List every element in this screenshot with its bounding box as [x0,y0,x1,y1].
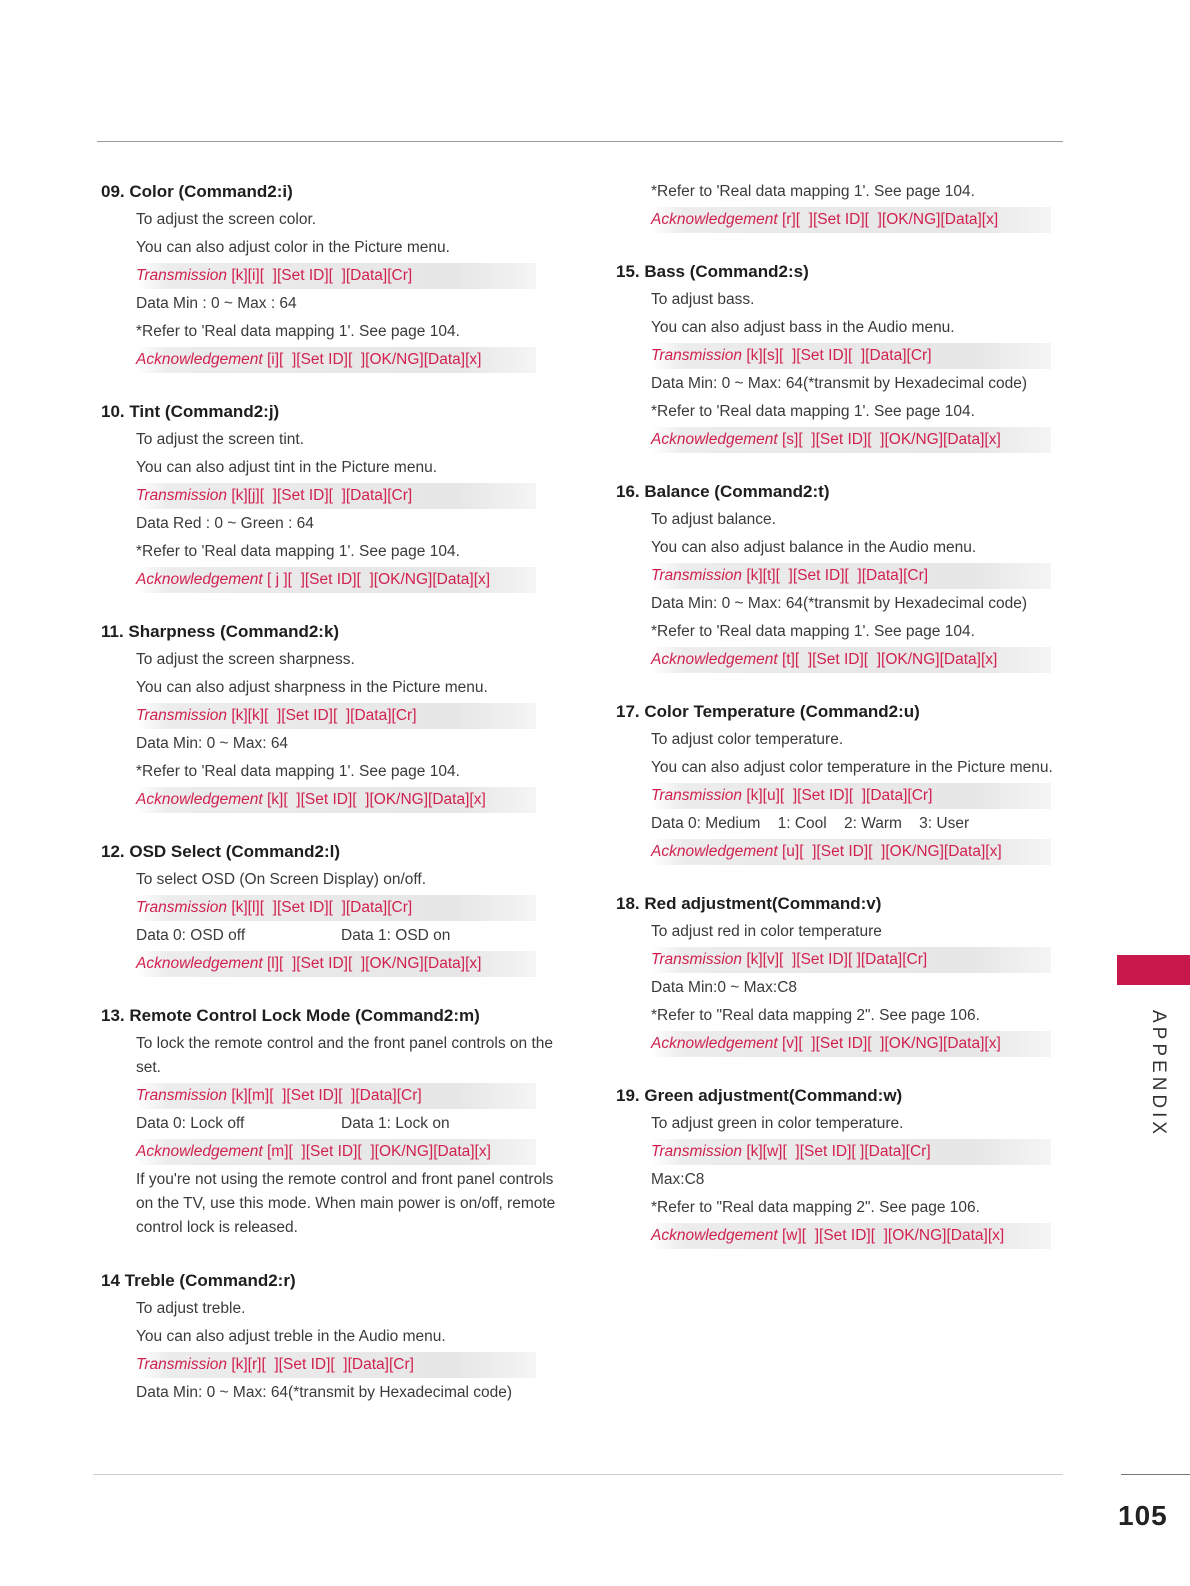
top-rule [97,141,1063,142]
command-format: [t][ ][Set ID][ ][OK/NG][Data][x] [777,651,998,668]
body-text-line: Data Min: 0 ~ Max: 64(*transmit by Hexadecimal code) [651,595,1028,612]
transmission-line [136,1083,536,1109]
transmission-line [651,343,1051,369]
body-text-line: *Refer to 'Real data mapping 1'. See page 104. [136,323,460,340]
data-value-a: Data 0: Lock off [136,1115,245,1132]
transmission-line [651,947,1051,973]
command-section [101,178,556,373]
body-text-line: To adjust color temperature. [651,731,844,748]
acknowledgement-line [136,951,536,977]
body-text-line: You can also adjust balance in the Audio menu. [651,539,977,556]
section-heading: 16. Balance (Command2:t) [616,482,830,501]
body-text-line: Data Min:0 ~ Max:C8 [651,979,798,996]
command-keyword: Transmission [651,1143,743,1160]
command-keyword: Acknowledgement [651,1035,778,1052]
body-text-line: *Refer to "Real data mapping 2". See page 106. [651,1199,980,1216]
data-value-b: Data 1: OSD on [341,927,451,944]
body-text-line: *Refer to "Real data mapping 2". See page 106. [651,1007,980,1024]
transmission-line [136,1352,536,1378]
command-keyword: Transmission [136,707,228,724]
command-section [616,1082,1071,1249]
command-keyword: Acknowledgement [136,955,263,972]
body-text-line: If you're not using the remote control and front panel controls on the TV, use this mode. When main power is on/off, remote control lock is released. [136,1171,556,1236]
body-text-line: To adjust green in color temperature. [651,1115,904,1132]
page-number: 105 [1118,1500,1168,1531]
command-format: [i][ ][Set ID][ ][OK/NG][Data][x] [262,351,482,368]
command-format: [w][ ][Set ID][ ][OK/NG][Data][x] [777,1227,1005,1244]
acknowledgement-line [136,787,536,813]
command-format: [k][s][ ][Set ID][ ][Data][Cr] [742,347,932,364]
body-text-line: Data Min: 0 ~ Max: 64(*transmit by Hexadecimal code) [136,1384,513,1401]
appendix-side-label: APPENDIX [1148,1010,1169,1139]
acknowledgement-line [136,567,536,593]
acknowledgement-line [651,1031,1051,1057]
transmission-line [136,703,536,729]
command-keyword: Transmission [651,787,743,804]
body-text-line: To lock the remote control and the front panel controls on the set. [136,1035,554,1076]
section-heading: 12. OSD Select (Command2:l) [101,842,341,861]
appendix-tab-marker [1117,955,1190,985]
body-text-line: *Refer to 'Real data mapping 1'. See page 104. [651,623,975,640]
body-text-line: You can also adjust sharpness in the Picture menu. [136,679,488,696]
data-value-a: Data 0: OSD off [136,927,246,944]
section-heading: 10. Tint (Command2:j) [101,402,280,421]
data-value-b: Data 1: Lock on [341,1115,450,1132]
command-keyword: Acknowledgement [651,651,778,668]
acknowledgement-line [136,347,536,373]
body-text-line: You can also adjust tint in the Picture menu. [136,459,438,476]
command-keyword: Acknowledgement [651,843,778,860]
command-section [101,398,556,593]
command-keyword: Transmission [136,487,228,504]
command-format: [k][j][ ][Set ID][ ][Data][Cr] [227,487,413,504]
command-section [616,178,1071,233]
section-heading: 18. Red adjustment(Command:v) [616,894,882,913]
section-heading: 19. Green adjustment(Command:w) [616,1086,903,1105]
command-keyword: Transmission [651,347,743,364]
command-keyword: Transmission [136,899,228,916]
data-values-line [101,922,556,950]
command-keyword: Acknowledgement [651,211,778,228]
command-format: [k][l][ ][Set ID][ ][Data][Cr] [227,899,413,916]
command-section [616,478,1071,673]
body-text-line: You can also adjust color temperature in the Picture menu. [651,759,1053,776]
command-format: [k][u][ ][Set ID][ ][Data][Cr] [742,787,933,804]
command-format: [k][ ][Set ID][ ][OK/NG][Data][x] [262,791,486,808]
transmission-line [651,563,1051,589]
command-format: [k][i][ ][Set ID][ ][Data][Cr] [227,267,413,284]
right-column [616,178,1071,1274]
transmission-line [651,783,1051,809]
command-format: [k][t][ ][Set ID][ ][Data][Cr] [742,567,929,584]
data-values-line [101,1110,556,1138]
body-text-line: To adjust red in color temperature [651,923,882,940]
body-text-line: *Refer to 'Real data mapping 1'. See page 104. [136,543,460,560]
body-text-line: Data Min: 0 ~ Max: 64(*transmit by Hexadecimal code) [651,375,1028,392]
command-keyword: Acknowledgement [136,791,263,808]
section-heading: 13. Remote Control Lock Mode (Command2:m) [101,1006,480,1025]
command-section [616,890,1071,1057]
command-keyword: Acknowledgement [651,431,778,448]
command-format: [m][ ][Set ID][ ][OK/NG][Data][x] [262,1143,491,1160]
page-number-rule [1121,1474,1190,1475]
body-text-line: To adjust the screen tint. [136,431,305,448]
command-format: [ j ][ ][Set ID][ ][OK/NG][Data][x] [262,571,491,588]
command-keyword: Transmission [651,951,743,968]
section-heading: 09. Color (Command2:i) [101,182,293,201]
body-text-line: To select OSD (On Screen Display) on/off. [136,871,427,888]
command-format: [k][v][ ][Set ID][ ][Data][Cr] [742,951,928,968]
body-text-line: Data Red : 0 ~ Green : 64 [136,515,314,532]
acknowledgement-line [651,647,1051,673]
command-format: [k][r][ ][Set ID][ ][Data][Cr] [227,1356,414,1373]
command-keyword: Acknowledgement [136,351,263,368]
body-text-line: To adjust bass. [651,291,755,308]
body-text-line: *Refer to 'Real data mapping 1'. See page 104. [651,183,975,200]
command-format: [k][w][ ][Set ID][ ][Data][Cr] [742,1143,931,1160]
transmission-line [136,483,536,509]
acknowledgement-line [136,1139,536,1165]
acknowledgement-line [651,839,1051,865]
command-keyword: Transmission [136,1356,228,1373]
command-section [101,838,556,977]
command-format: [k][m][ ][Set ID][ ][Data][Cr] [227,1087,422,1104]
command-format: [r][ ][Set ID][ ][OK/NG][Data][x] [777,211,999,228]
body-text-line: To adjust treble. [136,1300,246,1317]
command-format: [s][ ][Set ID][ ][OK/NG][Data][x] [777,431,1001,448]
command-keyword: Transmission [136,1087,228,1104]
command-format: [u][ ][Set ID][ ][OK/NG][Data][x] [777,843,1002,860]
command-section [101,618,556,813]
command-section [616,698,1071,865]
body-text-line: You can also adjust treble in the Audio menu. [136,1328,446,1345]
bottom-rule [93,1474,1063,1475]
section-heading: 14 Treble (Command2:r) [101,1271,296,1290]
command-section [616,258,1071,453]
command-format: [v][ ][Set ID][ ][OK/NG][Data][x] [777,1035,1001,1052]
command-keyword: Acknowledgement [136,571,263,588]
command-section [101,1002,556,1242]
body-text-line: Data 0: Medium 1: Cool 2: Warm 3: User [651,815,970,832]
acknowledgement-line [651,427,1051,453]
body-text-line: *Refer to 'Real data mapping 1'. See page 104. [651,403,975,420]
command-format: [k][k][ ][Set ID][ ][Data][Cr] [227,707,417,724]
body-text-line: *Refer to 'Real data mapping 1'. See page 104. [136,763,460,780]
body-text-line: Data Min: 0 ~ Max: 64 [136,735,289,752]
transmission-line [651,1139,1051,1165]
section-heading: 11. Sharpness (Command2:k) [101,622,340,641]
section-heading: 15. Bass (Command2:s) [616,262,809,281]
acknowledgement-line [651,207,1051,233]
command-format: [l][ ][Set ID][ ][OK/NG][Data][x] [262,955,482,972]
command-keyword: Transmission [651,567,743,584]
body-text-line: You can also adjust color in the Picture menu. [136,239,450,256]
acknowledgement-line [651,1223,1051,1249]
body-text-line: To adjust the screen sharpness. [136,651,355,668]
command-keyword: Acknowledgement [136,1143,263,1160]
section-heading: 17. Color Temperature (Command2:u) [616,702,920,721]
body-text-line: Data Min : 0 ~ Max : 64 [136,295,297,312]
command-section [101,1267,556,1407]
transmission-line [136,263,536,289]
body-text-line: You can also adjust bass in the Audio menu. [651,319,955,336]
body-text-line: Max:C8 [651,1171,705,1188]
body-text-line: To adjust the screen color. [136,211,317,228]
command-keyword: Transmission [136,267,228,284]
body-text-line: To adjust balance. [651,511,776,528]
command-keyword: Acknowledgement [651,1227,778,1244]
transmission-line [136,895,536,921]
left-column [101,178,556,1432]
